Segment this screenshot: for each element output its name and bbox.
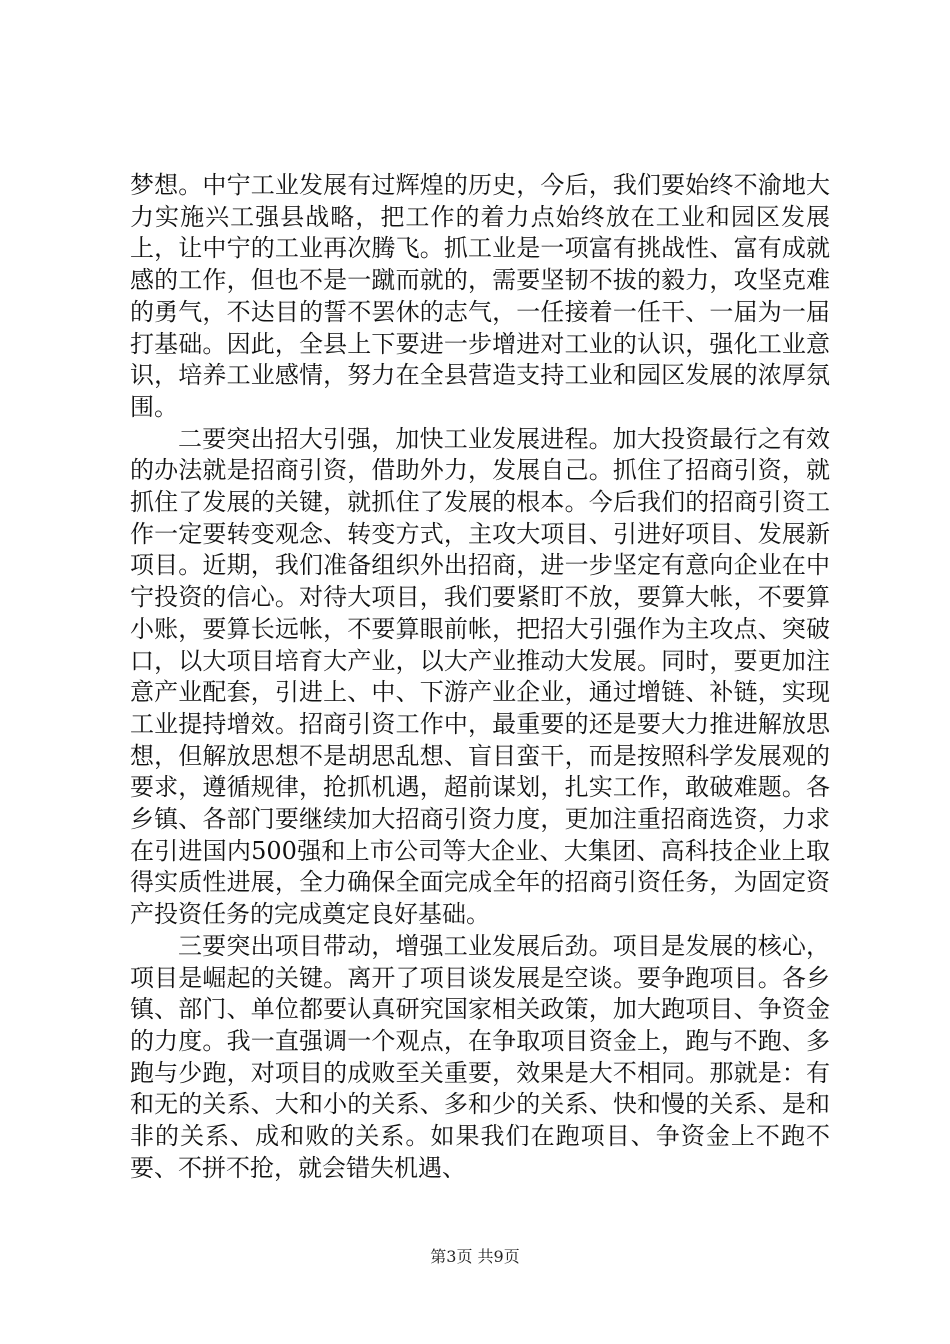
page-number-footer: 第3页 共9页 — [430, 1247, 520, 1266]
document-body — [130, 170, 830, 1185]
paragraph-investment-attraction: 二要突出招大引强，加快工业发展进程。加大投资最行之有效的办法就是招商引资，借助外力，发展自己。抓住了招商引资，就抓住了发展的关键，就抓住了发展的根本。今后我们的招商引资工作一定要转变观念、转变方式，主攻大项目、引进好项目、发展新项目。近期，我们准备组织外出招商，进一步坚定有意向企业在中宁投资的信心。对待大项目，我们要紧盯不放，要算大帐，不要算小账，要算长远帐，不要算眼前帐，把招大引强作为主攻点、突破口，以大项目培育大产业，以大产业推动大发展。同时，要更加注意产业配套，引进上、中、下游产业企业，通过增链、补链，实现工业提持增效。招商引资工作中，最重要的还是要大力推进解放思想，但解放思想不是胡思乱想、盲目蛮干，而是按照科学发展观的要求，遵循规律，抢抓机遇，超前谋划，扎实工作，敢破难题。各乡镇、各部门要继续加大招商引资力度，更加注重招商选资，力求在引进国内500强和上市公司等大企业、大集团、高科技企业上取得实质性进展，全力确保全面完成全年的招商引资任务，为固定资产投资任务的完成奠定良好基础。 — [130, 424, 830, 929]
paragraph-continuation: 梦想。中宁工业发展有过辉煌的历史，今后，我们要始终不渝地大力实施兴工强县战略，把工作的着力点始终放在工业和园区发展上，让中宁的工业再次腾飞。抓工业是一项富有挑战性、富有成就感的工作，但也不是一蹴而就的，需要坚韧不拔的毅力，攻坚克难的勇气，不达目的誓不罢休的志气，一任接着一任干、一届为一届打基础。因此，全县上下要进一步增进对工业的认识，强化工业意识，培养工业感情，努力在全县营造支持工业和园区发展的浓厚氛围。 — [130, 171, 830, 421]
paragraph-project-driven: 三要突出项目带动，增强工业发展后劲。项目是发展的核心，项目是崛起的关键。离开了项目谈发展是空谈。要争跑项目。各乡镇、部门、单位都要认真研究国家相关政策，加大跑项目、争资金的力度。我一直强调一个观点，在争取项目资金上，跑与不跑、多跑与少跑，对项目的成败至关重要，效果是大不相同。那就是：有和无的关系、大和小的关系、多和少的关系、快和慢的关系、是和非的关系、成和败的关系。如果我们在跑项目、争资金上不跑不要、不拼不抢，就会错失机遇、 — [130, 931, 830, 1182]
